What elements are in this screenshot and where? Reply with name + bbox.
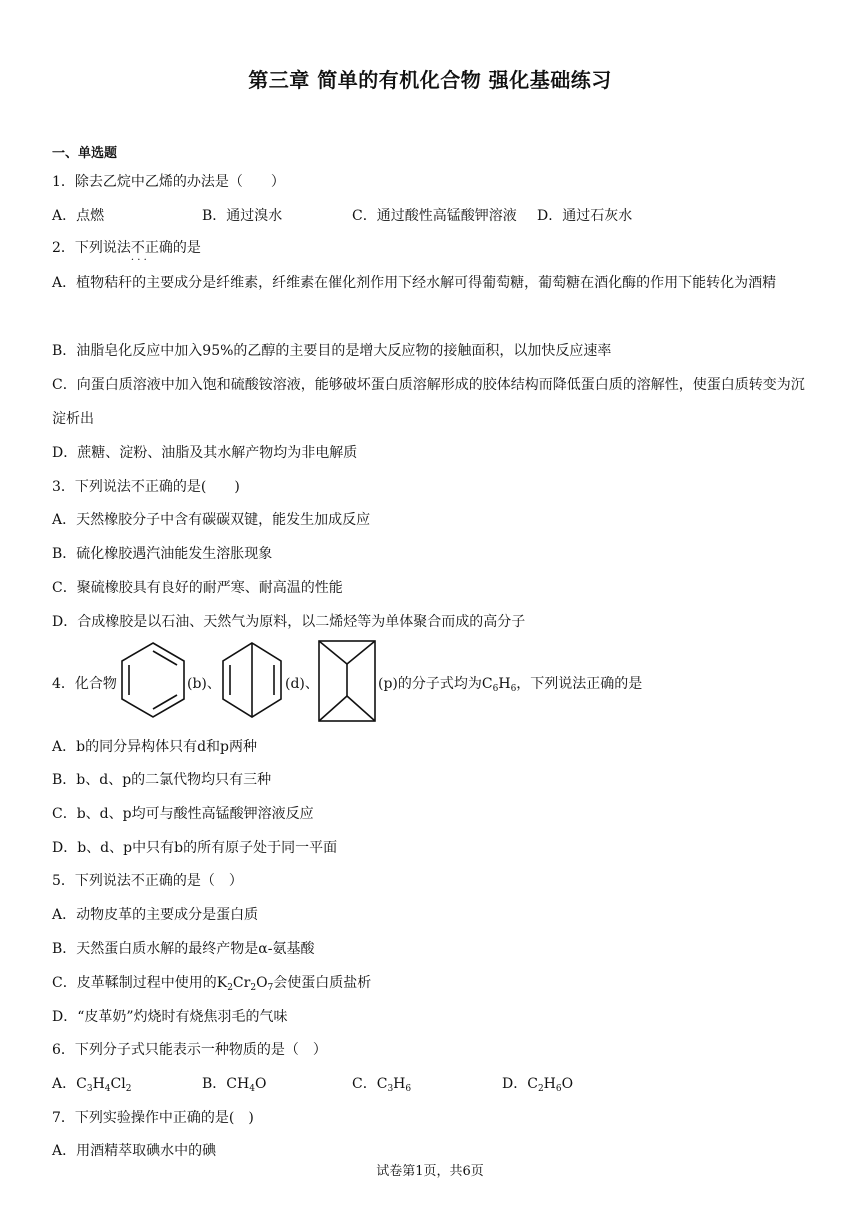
question-4-label-b: (b)、 <box>187 676 221 692</box>
question-4-option-b: B．b、d、p的二氯代物均只有三种 <box>52 772 272 788</box>
question-1-stem: 1．除去乙烷中乙烯的办法是（ ） <box>52 174 285 190</box>
q6b-s1: 4 <box>249 1084 255 1094</box>
q6c-h: H <box>393 1076 406 1092</box>
question-1-option-a: A．点燃 <box>52 208 105 224</box>
question-4-option-a: A．b的同分异构体只有d和p两种 <box>52 739 257 755</box>
question-2-option-d: D．蔗糖、淀粉、油脂及其水解产物均为非电解质 <box>52 445 358 461</box>
question-5-option-a: A．动物皮革的主要成分是蛋白质 <box>52 907 259 923</box>
question-4-option-c: C．b、d、p均可与酸性高锰酸钾溶液反应 <box>52 806 314 822</box>
question-4-tail: ，下列说法正确的是 <box>516 676 643 692</box>
question-2-option-b: B．油脂皂化反应中加入95%的乙醇的主要目的是增大反应物的接触面积，以加快反应速率 <box>52 343 612 359</box>
q6b-o: O <box>254 1076 267 1092</box>
question-1-option-b: B．通过溴水 <box>202 208 283 224</box>
q5c-o-sub: 7 <box>267 983 274 993</box>
dewar-benzene-structure-d <box>219 640 285 720</box>
page-title: 第三章 简单的有机化合物 强化基础练习 <box>248 68 612 92</box>
question-4-option-d: D．b、d、p中只有b的所有原子处于同一平面 <box>52 840 338 856</box>
question-5-option-b: B．天然蛋白质水解的最终产物是α-氨基酸 <box>52 941 315 957</box>
q5c-cr-sub: 2 <box>250 983 257 993</box>
question-3-option-d: D．合成橡胶是以石油、天然气为原料，以二烯烃等为单体聚合而成的高分子 <box>52 614 526 630</box>
question-2-option-a: A．植物秸秆的主要成分是纤维素，纤维素在催化剂作用下经水解可得葡萄糖，葡萄糖在酒化酶的作用下能转化为酒精 <box>52 275 777 291</box>
q6d-pre: D．C <box>502 1076 538 1092</box>
question-3-stem: 3．下列说法不正确的是( ) <box>52 479 240 495</box>
question-6-option-b <box>202 1074 266 1099</box>
q6d-h: H <box>543 1076 556 1092</box>
q5c-pre: C．皮革鞣制过程中使用的 <box>52 975 217 991</box>
question-4-stem-post <box>378 674 642 699</box>
formula-c: C <box>481 676 493 692</box>
q5c-o: O <box>256 975 268 991</box>
question-6-option-d <box>502 1074 573 1099</box>
question-5-option-d: D．“皮革奶”灼烧时有烧焦羽毛的气味 <box>52 1009 288 1025</box>
q6d-o: O <box>561 1076 574 1092</box>
formula-sub-1: 6 <box>492 684 499 694</box>
question-2-option-c: C．向蛋白质溶液中加入饱和硫酸铵溶液，能够破坏蛋白质溶解形成的胶体结构而降低蛋白质的溶解性，使蛋白质转变为沉淀析出 <box>52 377 805 427</box>
q5c-cr: Cr <box>232 975 251 991</box>
q6c-s1: 3 <box>387 1084 394 1094</box>
question-4-label-p: (p)的分子式均为 <box>378 676 482 692</box>
question-2-emphasis: 不正确 · · · <box>131 238 173 258</box>
q6a-cl: Cl <box>110 1076 126 1092</box>
section-heading: 一、单选题 <box>52 146 118 161</box>
q5c-k: K <box>216 975 228 991</box>
question-3-option-c: C．聚硫橡胶具有良好的耐严寒、耐高温的性能 <box>52 580 343 596</box>
q6a-s1: 3 <box>86 1084 93 1094</box>
q6d-s1: 2 <box>537 1084 544 1094</box>
q6a-s2: 4 <box>104 1084 111 1094</box>
q6c-s2: 6 <box>405 1084 412 1094</box>
question-6-option-a <box>52 1074 131 1099</box>
question-4-stem-pre: 4．化合物 <box>52 676 117 692</box>
question-4-label-d: (d)、 <box>285 676 319 692</box>
question-6-option-c <box>352 1074 411 1099</box>
question-2-stem-post: 的是 <box>172 240 201 256</box>
q6a-pre: A．C <box>52 1076 87 1092</box>
q6b-pre: B．CH <box>202 1076 250 1092</box>
formula-h: H <box>498 676 511 692</box>
formula-c6h6 <box>482 676 516 692</box>
question-5-option-c <box>52 973 371 998</box>
benzene-structure-b <box>118 640 188 720</box>
question-3-option-a: A．天然橡胶分子中含有碳碳双键，能发生加成反应 <box>52 512 371 528</box>
q6c-pre: C．C <box>352 1076 388 1092</box>
q5c-k-sub: 2 <box>227 983 233 993</box>
q6d-s2: 6 <box>555 1084 562 1094</box>
question-6-stem: 6．下列分子式只能表示一种物质的是（ ） <box>52 1042 327 1058</box>
question-1-option-d: D．通过石灰水 <box>537 208 633 224</box>
question-7-stem: 7．下列实验操作中正确的是( ) <box>52 1110 254 1126</box>
q6a-s3: 2 <box>125 1084 132 1094</box>
question-3-option-b: B．硫化橡胶遇汽油能发生溶胀现象 <box>52 546 273 562</box>
question-7-option-a: A．用酒精萃取碘水中的碘 <box>52 1143 217 1159</box>
q6a-h: H <box>92 1076 105 1092</box>
question-2-stem-pre: 2．下列说法 <box>52 240 131 256</box>
question-2-stem <box>52 238 201 258</box>
page-footer: 试卷第1页，共6页 <box>376 1164 484 1179</box>
prismane-structure-p <box>316 638 378 724</box>
q5c-post: 会使蛋白质盐析 <box>273 975 372 991</box>
question-5-stem: 5．下列说法不正确的是（ ） <box>52 873 243 889</box>
formula-sub-2: 6 <box>510 684 517 694</box>
question-1-option-c: C．通过酸性高锰酸钾溶液 <box>352 208 517 224</box>
